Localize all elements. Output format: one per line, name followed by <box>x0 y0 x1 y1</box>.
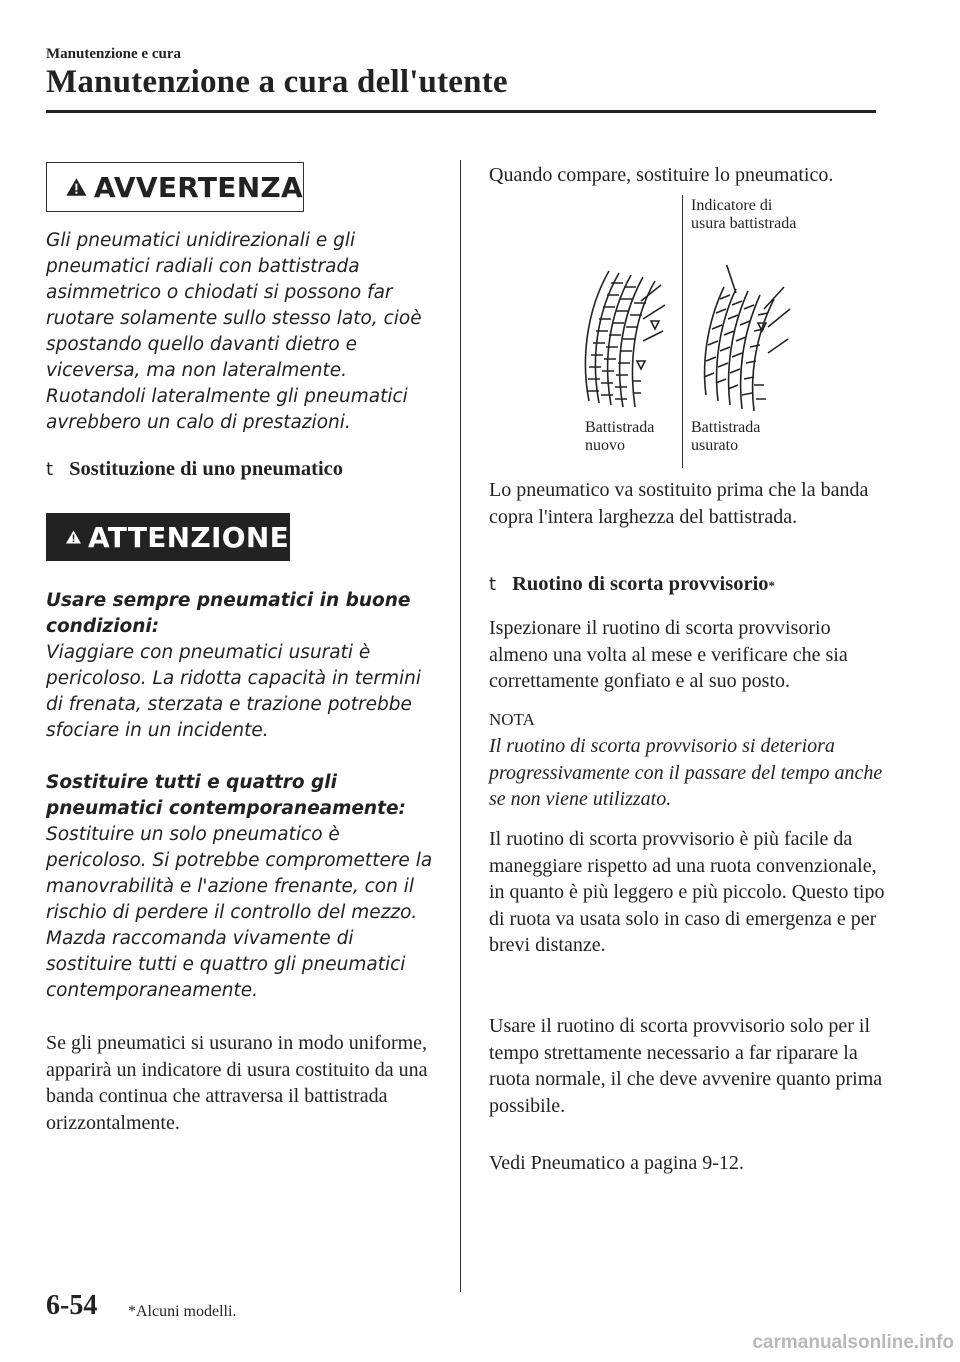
caution-triangle-icon <box>65 522 82 552</box>
heading-footnote-mark: * <box>768 578 776 593</box>
caution1-text: Viaggiare con pneumatici usurati è pericoloso. La ridotta capacità in termini di frenata, sterzata e trazione potrebbe sfociare in un incidente. <box>46 642 421 741</box>
para4-text: Vedi Pneumatico a pagina 9-12. <box>489 1152 744 1174</box>
nota-label: NOTA <box>489 710 535 729</box>
wear-indicator-paragraph <box>46 1030 438 1136</box>
warning-text-block <box>46 228 438 436</box>
warning-label: AVVERTENZA <box>93 170 303 204</box>
heading-bullet: t <box>46 459 54 480</box>
warning-triangle-icon <box>65 172 88 202</box>
spare-usage-paragraph <box>489 1013 889 1119</box>
reference-paragraph <box>489 1150 889 1177</box>
indicator-label: Indicatore di usura battistrada <box>691 197 797 232</box>
figure-divider <box>682 195 683 468</box>
heading-bullet-right: t <box>489 574 497 595</box>
footnote: *Alcuni modelli. <box>128 1303 237 1320</box>
tread-figure <box>489 195 819 470</box>
page-title: Manutenzione a cura dell'utente <box>46 64 508 100</box>
para1-text: Ispezionare il ruotino di scorta provvisorio almeno una volta al mese e verificare che sia correttamente gonfiato e al suo posto. <box>489 617 848 692</box>
column-divider <box>460 160 461 1292</box>
heading-spare-tire <box>489 573 775 596</box>
warning-box <box>46 162 304 212</box>
caution-text-block <box>46 588 438 1004</box>
caution-box <box>46 513 290 561</box>
warning-text: Gli pneumatici unidirezionali e gli pneumatici radiali con battistrada asimmetrico o chiodati si possono far ruotare solamente sullo stesso lato, cioè spostando quello davanti dietro e viceversa, ma non lateralmente. Ruotandoli lateralmente gli pneumatici avrebbero un calo di prestazioni. <box>46 230 422 433</box>
spare-inspection-paragraph <box>489 615 889 695</box>
title-rule <box>46 110 876 113</box>
watermark: carmanualsonline.info <box>752 1332 954 1353</box>
caution2-title: Sostituire tutti e quattro gli pneumatici contemporaneamente: <box>46 772 406 819</box>
intro-paragraph <box>489 162 889 189</box>
caution2-text: Sostituire un solo pneumatico è pericoloso. Si potrebbe compromettere la manovrabilità e l'azione frenante, con il rischio di perdere il controllo del mezzo. Mazda raccomanda vivamente di sostituire tutti e quattro gli pneumatici contemporaneamente. <box>46 824 433 1001</box>
worn-tread-label: Battistrada usurato <box>691 419 761 454</box>
heading-text-right: Ruotino di scorta provvisorio <box>512 573 769 595</box>
nota-block <box>489 733 889 813</box>
intro-text: Quando compare, sostituire lo pneumatico. <box>489 164 834 186</box>
heading-text: Sostituzione di uno pneumatico <box>69 458 344 480</box>
section-label: Manutenzione e cura <box>46 46 181 62</box>
page-number: 6-54 <box>46 1290 98 1321</box>
new-tread-icon <box>571 261 681 411</box>
after-figure-text: Lo pneumatico va sostituito prima che la banda copra l'intera larghezza del battistrada. <box>489 479 869 528</box>
new-tread-label: Battistrada nuovo <box>585 419 655 454</box>
worn-tread-icon <box>694 265 804 415</box>
body-text: Se gli pneumatici si usurano in modo uniforme, apparirà un indicatore di usura costituito da una banda continua che attraversa il battistrada orizzontalmente. <box>46 1032 428 1134</box>
para2-text: Il ruotino di scorta provvisorio è più facile da maneggiare rispetto ad una ruota convenzionale, in quanto è più leggero e più piccolo. Questo tipo di ruota va usata solo in caso di emergenza e per brevi distanze. <box>489 828 885 956</box>
nota-text: Il ruotino di scorta provvisorio si deteriora progressivamente con il passare del tempo anche se non viene utilizzato. <box>489 735 883 810</box>
heading-tire-replacement <box>46 458 343 481</box>
caution1-title: Usare sempre pneumatici in buone condizioni: <box>46 590 411 637</box>
para3-text: Usare il ruotino di scorta provvisorio solo per il tempo strettamente necessario a far riparare la ruota normale, il che deve avvenire quanto prima possibile. <box>489 1015 883 1117</box>
caution-label: ATTENZIONE <box>88 520 289 554</box>
spare-handling-paragraph <box>489 826 889 959</box>
after-figure-paragraph <box>489 477 889 530</box>
